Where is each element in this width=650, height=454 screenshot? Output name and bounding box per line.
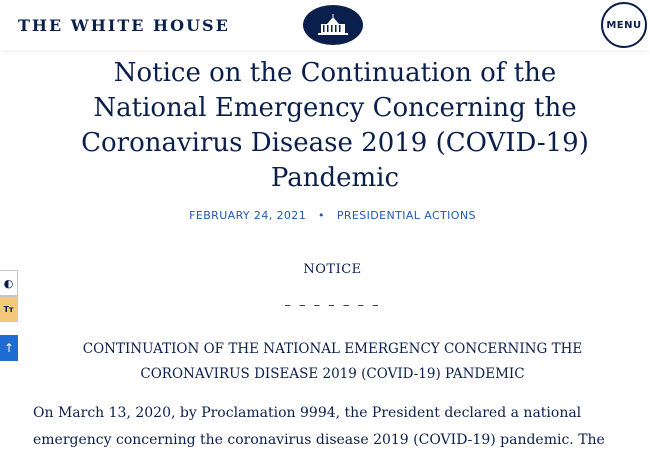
white-house-building-icon	[303, 5, 363, 45]
category-link[interactable]: PRESIDENTIAL ACTIONS	[336, 209, 476, 222]
contrast-icon: ◐	[3, 276, 14, 290]
accessibility-toolbar	[0, 270, 18, 322]
arrow-up-icon: ↑	[3, 341, 15, 355]
text-size-icon: Tт	[3, 304, 14, 314]
site-brand-link[interactable]: THE WHITE HOUSE	[18, 16, 230, 35]
notice-subheading: CONTINUATION OF THE NATIONAL EMERGENCY CONCERNING THE CORONAVIRUS DISEASE 2019 (COVID-19) PANDEMIC	[82, 341, 583, 382]
site-header	[0, 0, 650, 50]
body-paragraph: On March 13, 2020, by Proclamation 9994, the President declared a national emergency concerning the coronavirus disease 2019 (COVID-19) pandemic. The	[33, 405, 605, 448]
article-date: FEBRUARY 24, 2021	[189, 209, 307, 222]
scroll-to-top-button[interactable]	[0, 335, 18, 361]
article-meta	[0, 209, 650, 222]
section-divider: – – – – – – –	[284, 298, 381, 313]
notice-label: NOTICE	[303, 262, 362, 277]
text-size-button[interactable]	[0, 296, 18, 322]
page-title: Notice on the Continuation of the National Emergency Concerning the Coronavirus Disease 2019 (COVID-19) Pandemic	[81, 58, 589, 193]
menu-button[interactable]: MENU	[601, 2, 647, 48]
contrast-toggle-button[interactable]	[0, 270, 18, 296]
meta-separator: •	[318, 209, 325, 222]
white-house-seal-icon[interactable]	[303, 5, 363, 45]
